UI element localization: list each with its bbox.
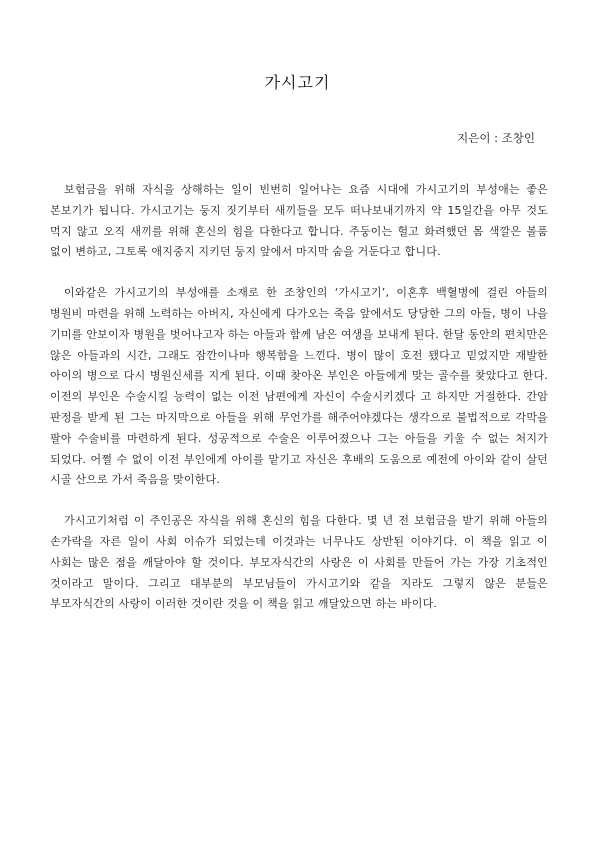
paragraph-summary: 이와같은 가시고기의 부성애를 소재로 한 조창인의 ‘가시고기’, 이혼후 백혈병에 걸린 아들의 병원비 마련을 위해 노력하는 아버지, 자신에게 다가오는 죽음 앞에서도 당당한 그의 아들, 병이 나을 기미를 안보이자 병원을 벗어나고자 하는 아들과 함께 남은 여생을 보내게 된다. 한달 동안의 편치만은 않은 아들과의 시간, 그래도 잠깐이나마 행복함을 느낀다. 병이 많이 호전 됐다고 믿었지만 재발한 아이의 병으로 다시 병원신세를 지게 된다. 이때 찾아온 부인은 아들에게 맞는 골수를 찾았다고 한다. 이전의 부인은 수술시킬 능력이 없는 이전 남편에게 자신이 수술시키겠다 고 하지만 거절한다. 간암 판정을 받게 된 그는 마지막으로 아들을 위해 무언가를 해주어야겠다는 생각으로 불법적으로 각막을 팔아 수술비를 마련하게 된다. 성공적으로 수술은 이루어졌으나 그는 아들을 키울 수 없는 처지가 되었다. 어쩔 수 없이 이전 부인에게 아이를 맡기고 자신은 후배의 도움으로 예전에 아이와 같이 살던 시골 산으로 가서 죽음을 맞이한다.: [50, 286, 548, 487]
document-body: [50, 180, 548, 635]
author-line: 지은이 : 조창인: [457, 131, 535, 145]
document-title: 가시고기: [264, 73, 331, 92]
paragraph-reflection: 가시고기처럼 이 주인공은 자식을 위해 혼신의 힘을 다한다. 몇 년 전 보험금을 받기 위해 아들의 손가락을 자른 일이 사회 이슈가 되었는데 이것과는 너무나도 상반된 이야기다. 이 책을 읽고 이 사회는 많은 점을 깨달아야 할 것이다. 부모자식간의 사랑은 이 사회를 만들어 가는 가장 기초적인 것이라고 말이다. 그리고 대부분의 부모님들이 가시고기와 같을 지라도 그렇지 않은 분들은 부모자식간의 사랑이 이러한 것이란 것을 이 책을 읽고 깨달았으면 하는 바이다.: [50, 514, 548, 611]
paragraph-intro: 보험금을 위해 자식을 상해하는 일이 빈번히 일어나는 요즘 시대에 가시고기의 부성애는 좋은 본보기가 됩니다. 가시고기는 둥지 짓기부터 새끼들을 모두 떠나보내기까지 약 15일간을 아무 것도 먹지 않고 오직 새끼를 위해 혼신의 힘을 다한다고 합니다. 주둥이는 헐고 화려했던 몸 색깔은 볼품 없이 변하고, 그토록 애지중지 지키던 둥지 앞에서 마지막 숨을 거둔다고 합니다.: [50, 183, 548, 259]
